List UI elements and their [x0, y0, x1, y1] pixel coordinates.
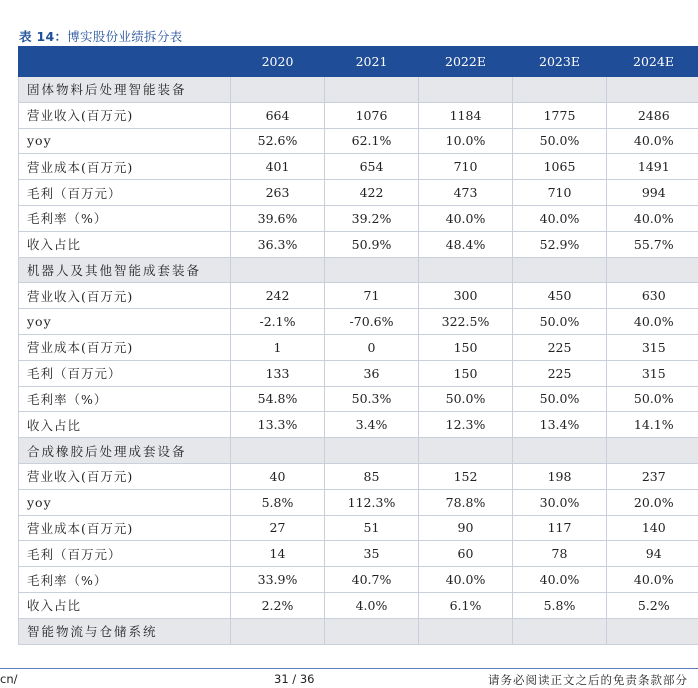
table-cell: 4.0%	[325, 592, 419, 618]
row-label: 营业收入(百万元)	[19, 463, 231, 489]
table-cell: 664	[231, 102, 325, 128]
row-label: 毛利率（%）	[19, 205, 231, 231]
table-cell: 55.7%	[607, 231, 698, 257]
caption-prefix: 表 14：	[19, 29, 67, 44]
table-cell: 5.8%	[513, 592, 607, 618]
table-cell: 62.1%	[325, 128, 419, 154]
table-cell: 40.0%	[513, 205, 607, 231]
table-cell: 450	[513, 283, 607, 309]
table-cell	[513, 257, 607, 283]
row-label: 营业成本(百万元)	[19, 334, 231, 360]
table-cell: 112.3%	[325, 489, 419, 515]
table-row	[19, 412, 698, 438]
table-cell: 0	[325, 334, 419, 360]
header-cell: 2020	[231, 47, 325, 77]
table-cell: 5.8%	[231, 489, 325, 515]
table-row	[19, 154, 698, 180]
table-cell: 14.1%	[607, 412, 698, 438]
table-cell	[325, 438, 419, 464]
table-cell	[607, 438, 698, 464]
section-row	[19, 77, 698, 103]
row-label: 毛利（百万元）	[19, 180, 231, 206]
section-title: 智能物流与仓储系统	[19, 618, 231, 644]
header-cell	[19, 47, 231, 77]
row-label: 毛利（百万元）	[19, 360, 231, 386]
table-cell: 20.0%	[607, 489, 698, 515]
table-cell	[513, 618, 607, 644]
table-cell: 994	[607, 180, 698, 206]
table-row	[19, 231, 698, 257]
table-cell: 40.0%	[607, 128, 698, 154]
header-cell: 2022E	[419, 47, 513, 77]
table-cell: 1076	[325, 102, 419, 128]
row-label: 毛利（百万元）	[19, 541, 231, 567]
table-cell: 12.3%	[419, 412, 513, 438]
table-cell: 14	[231, 541, 325, 567]
table-cell: 6.1%	[419, 592, 513, 618]
table-cell	[231, 77, 325, 103]
section-title: 合成橡胶后处理成套设备	[19, 438, 231, 464]
table-row	[19, 360, 698, 386]
table-cell	[419, 618, 513, 644]
table-row	[19, 309, 698, 335]
table-cell: 315	[607, 334, 698, 360]
table-cell: 263	[231, 180, 325, 206]
table-cell: 401	[231, 154, 325, 180]
table-row	[19, 334, 698, 360]
header-cell: 2021	[325, 47, 419, 77]
table-cell: 50.0%	[419, 386, 513, 412]
table-cell	[607, 257, 698, 283]
table-cell: 2486	[607, 102, 698, 128]
table-cell: 33.9%	[231, 567, 325, 593]
table-cell: 39.6%	[231, 205, 325, 231]
disclaimer-note: 请务必阅读正文之后的免责条款部分	[488, 672, 688, 688]
row-label: 营业成本(百万元)	[19, 515, 231, 541]
table-row	[19, 592, 698, 618]
table-cell: 10.0%	[419, 128, 513, 154]
table-cell: 654	[325, 154, 419, 180]
page-number: 31 / 36	[274, 672, 314, 686]
table-cell: 50.0%	[513, 386, 607, 412]
table-cell: 315	[607, 360, 698, 386]
table-cell: 52.6%	[231, 128, 325, 154]
table-cell: 225	[513, 334, 607, 360]
table-cell: 1065	[513, 154, 607, 180]
table-cell: 90	[419, 515, 513, 541]
table-cell: 237	[607, 463, 698, 489]
table-cell: 36	[325, 360, 419, 386]
table-cell: 60	[419, 541, 513, 567]
table-cell: 27	[231, 515, 325, 541]
table-cell: 40.0%	[607, 205, 698, 231]
table-cell: 3.4%	[325, 412, 419, 438]
row-label: yoy	[19, 309, 231, 335]
table-cell: 71	[325, 283, 419, 309]
table-row	[19, 205, 698, 231]
table-cell: 1184	[419, 102, 513, 128]
table-cell	[231, 257, 325, 283]
financial-table	[18, 46, 698, 645]
table-row	[19, 515, 698, 541]
table-cell	[607, 618, 698, 644]
table-cell: 78.8%	[419, 489, 513, 515]
table-cell: 50.3%	[325, 386, 419, 412]
row-label: 毛利率（%）	[19, 567, 231, 593]
table-cell: 710	[419, 154, 513, 180]
row-label: 收入占比	[19, 231, 231, 257]
table-cell: 50.0%	[607, 386, 698, 412]
table-cell: 1491	[607, 154, 698, 180]
row-label: yoy	[19, 128, 231, 154]
table-cell	[325, 77, 419, 103]
table-row	[19, 541, 698, 567]
table-cell: 140	[607, 515, 698, 541]
table-row	[19, 283, 698, 309]
table-cell: 52.9%	[513, 231, 607, 257]
table-cell: 13.3%	[231, 412, 325, 438]
table-cell: 51	[325, 515, 419, 541]
table-cell: 54.8%	[231, 386, 325, 412]
table-row	[19, 128, 698, 154]
table-cell: 322.5%	[419, 309, 513, 335]
table-cell	[513, 77, 607, 103]
table-cell: 40.0%	[607, 567, 698, 593]
table-cell	[419, 257, 513, 283]
table-cell: -70.6%	[325, 309, 419, 335]
header-cell: 2023E	[513, 47, 607, 77]
table-cell	[231, 438, 325, 464]
table-cell: 50.0%	[513, 309, 607, 335]
table-cell: 13.4%	[513, 412, 607, 438]
table-cell: 36.3%	[231, 231, 325, 257]
table-cell: 40.0%	[607, 309, 698, 335]
caption-title: 博实股份业绩拆分表	[67, 29, 182, 44]
table-cell: 473	[419, 180, 513, 206]
table-cell: 40.0%	[419, 567, 513, 593]
table-row	[19, 489, 698, 515]
header-cell: 2024E	[607, 47, 698, 77]
table-cell	[231, 618, 325, 644]
section-title: 机器人及其他智能成套装备	[19, 257, 231, 283]
table-cell: 198	[513, 463, 607, 489]
table-cell	[325, 618, 419, 644]
table-row	[19, 180, 698, 206]
table-cell: 225	[513, 360, 607, 386]
table-caption	[19, 27, 182, 45]
row-label: 收入占比	[19, 592, 231, 618]
table-cell: 48.4%	[419, 231, 513, 257]
table-cell	[513, 438, 607, 464]
table-cell: 94	[607, 541, 698, 567]
table-cell: 150	[419, 334, 513, 360]
footer-divider	[0, 668, 698, 669]
table-cell: 117	[513, 515, 607, 541]
table-row	[19, 463, 698, 489]
table-cell: 300	[419, 283, 513, 309]
section-row	[19, 438, 698, 464]
row-label: yoy	[19, 489, 231, 515]
section-row	[19, 257, 698, 283]
table-cell: 133	[231, 360, 325, 386]
table-cell: 40.7%	[325, 567, 419, 593]
row-label: 毛利率（%）	[19, 386, 231, 412]
row-label: 营业成本(百万元)	[19, 154, 231, 180]
table-cell: 39.2%	[325, 205, 419, 231]
table-cell: 85	[325, 463, 419, 489]
table-cell: 50.9%	[325, 231, 419, 257]
table-cell: 50.0%	[513, 128, 607, 154]
table-cell	[419, 438, 513, 464]
row-label: 营业收入(百万元)	[19, 102, 231, 128]
table-header-row	[19, 47, 698, 77]
table-cell: -2.1%	[231, 309, 325, 335]
row-label: 收入占比	[19, 412, 231, 438]
table-row	[19, 386, 698, 412]
table-row	[19, 567, 698, 593]
table-cell: 150	[419, 360, 513, 386]
table-cell	[607, 77, 698, 103]
table-cell: 710	[513, 180, 607, 206]
footer-left-text: cn/	[0, 672, 18, 686]
table-cell: 1	[231, 334, 325, 360]
table-cell: 30.0%	[513, 489, 607, 515]
table-cell: 40.0%	[419, 205, 513, 231]
table-cell: 78	[513, 541, 607, 567]
table-cell: 422	[325, 180, 419, 206]
table-cell: 630	[607, 283, 698, 309]
row-label: 营业收入(百万元)	[19, 283, 231, 309]
table-cell: 40	[231, 463, 325, 489]
table-cell: 35	[325, 541, 419, 567]
section-title: 固体物料后处理智能装备	[19, 77, 231, 103]
table-cell: 152	[419, 463, 513, 489]
table-cell: 242	[231, 283, 325, 309]
table-cell: 1775	[513, 102, 607, 128]
table-cell: 40.0%	[513, 567, 607, 593]
table-row	[19, 102, 698, 128]
section-row	[19, 618, 698, 644]
table-cell	[419, 77, 513, 103]
table-cell: 5.2%	[607, 592, 698, 618]
table-cell	[325, 257, 419, 283]
table-cell: 2.2%	[231, 592, 325, 618]
